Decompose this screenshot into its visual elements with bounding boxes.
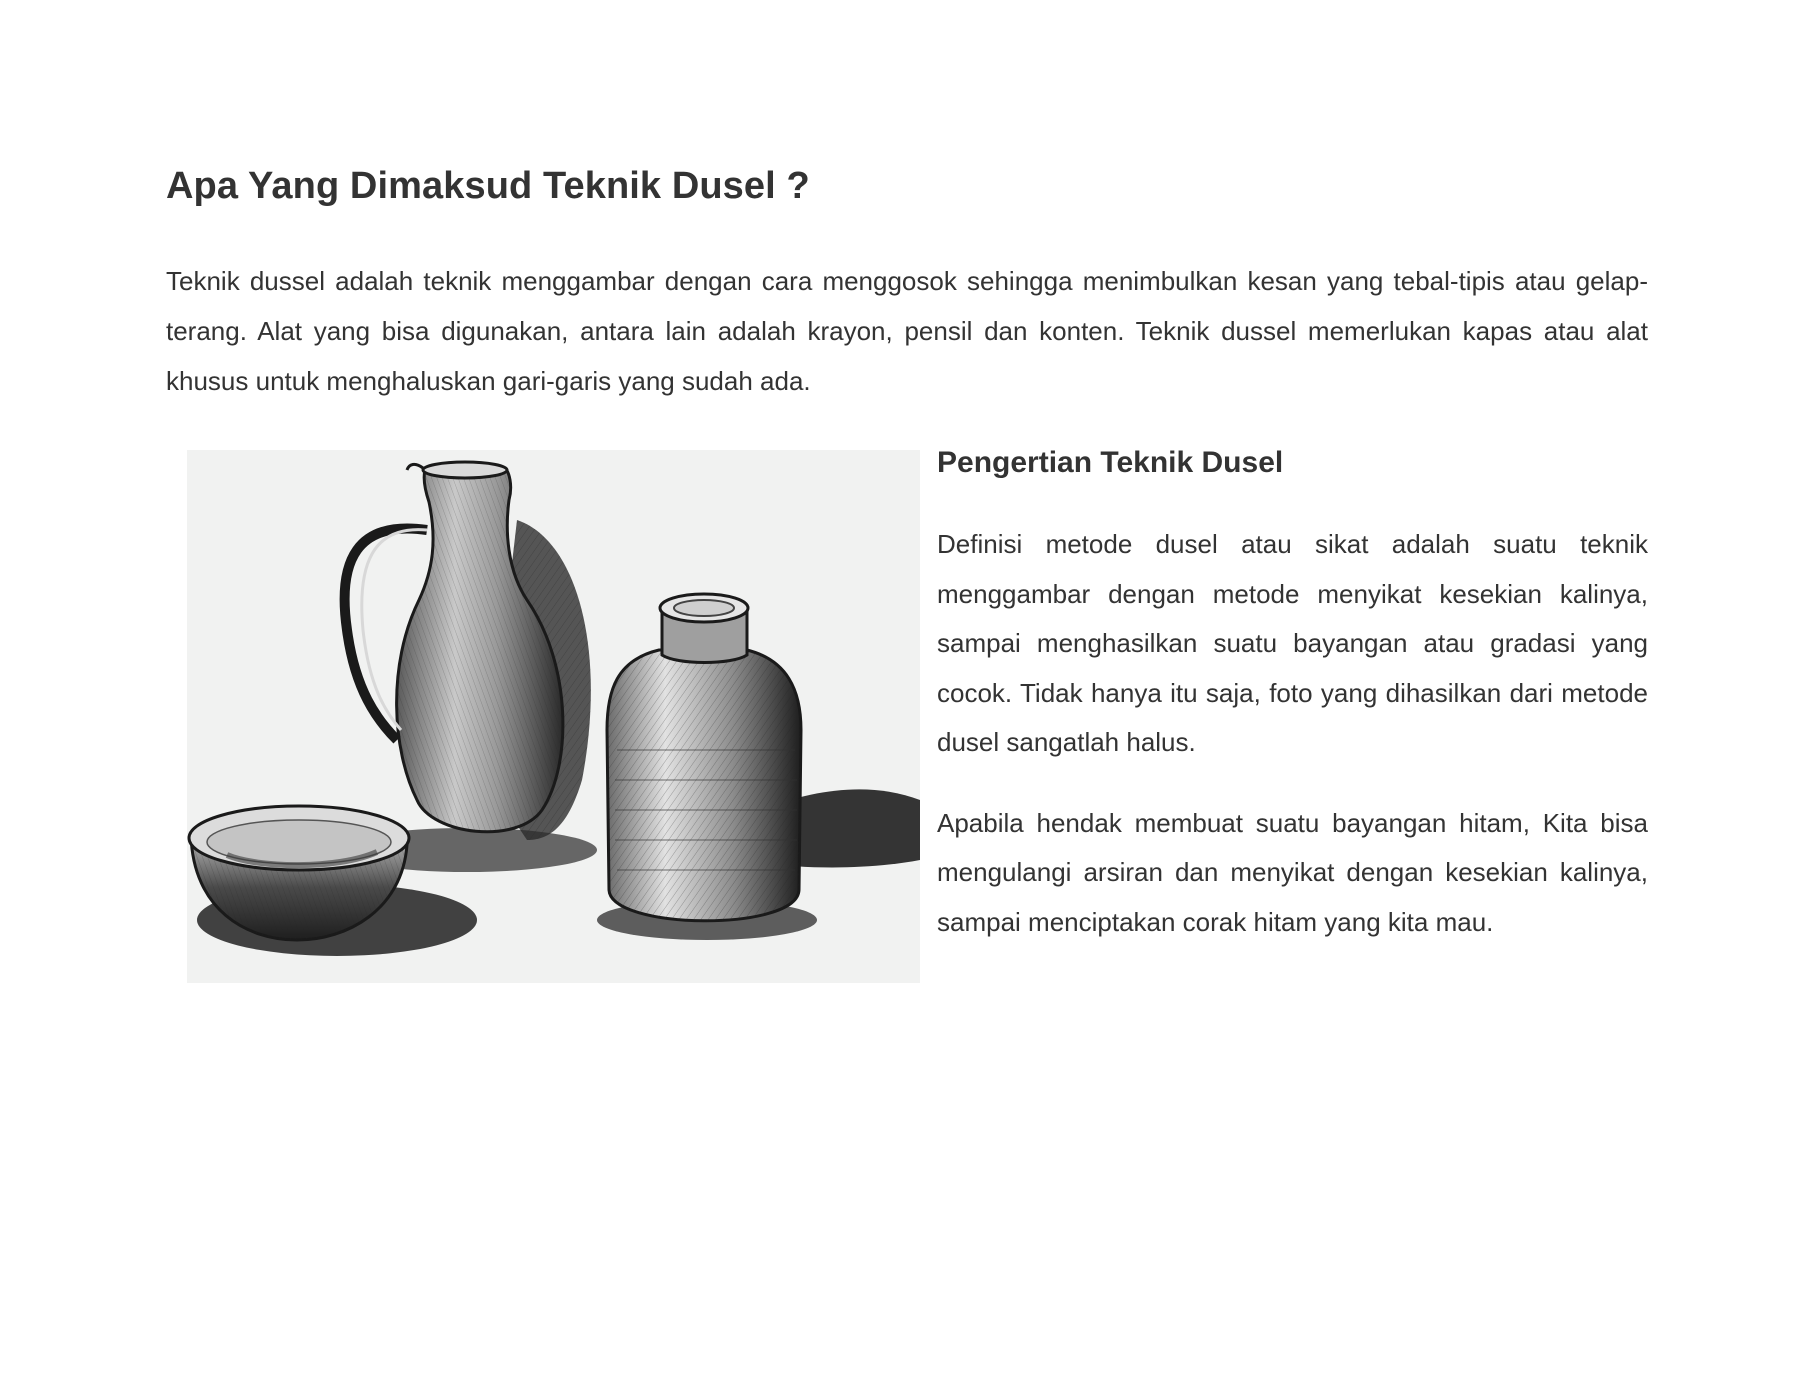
intro-paragraph: Teknik dussel adalah teknik menggambar dengan cara menggosok sehingga menimbulkan kesan yang tebal-tipis atau gelap-terang. Alat yang bisa digunakan, antara lain adalah krayon, pensil dan konten. Teknik dussel memerlukan kapas atau alat khusus untuk menghaluskan gari-garis yang sudah ada. — [166, 266, 1648, 396]
still-life-sketch-image — [187, 450, 920, 983]
section-title: Pengertian Teknik Dusel — [937, 446, 1284, 479]
page-title: Apa Yang Dimaksud Teknik Dusel ? — [166, 165, 810, 207]
section-paragraph: Definisi metode dusel atau sikat adalah suatu teknik menggambar dengan metode menyikat kesekian kalinya, sampai menghasilkan suatu bayangan atau gradasi yang cocok. Tidak hanya itu saja, foto yang dihasilkan dari metode dusel sangatlah halus. — [937, 529, 1648, 757]
side-column — [937, 446, 1648, 947]
section-paragraph: Apabila hendak membuat suatu bayangan hitam, Kita bisa mengulangi arsiran dan menyikat dengan kesekian kalinya, sampai menciptakan corak hitam yang kita mau. — [937, 807, 1648, 937]
